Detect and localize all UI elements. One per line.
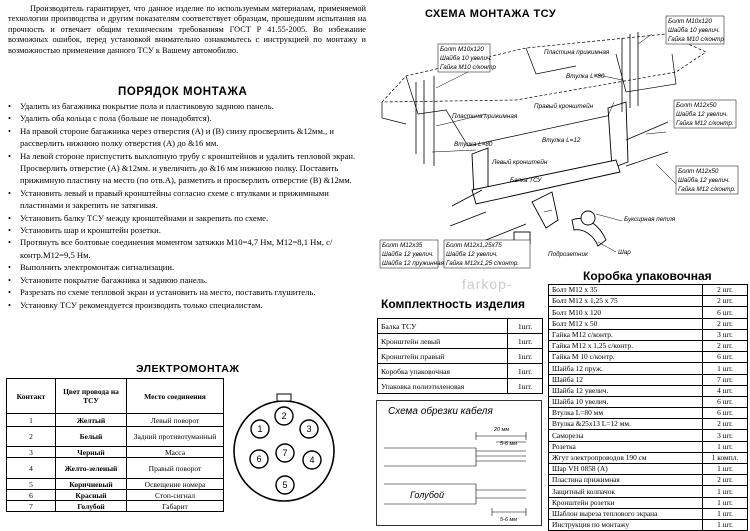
table-row [7,501,224,512]
table-row [549,285,748,296]
callout-label: Левый кронштейн [492,159,548,166]
table-row [549,419,748,430]
callout-label: Шар [618,249,631,256]
connection-point: Габарит [127,501,224,512]
right-bracket-shape [608,102,628,168]
hitch-parts [472,102,628,246]
electrical-title: ЭЛЕКТРОМОНТАЖ [136,363,240,375]
table-row [549,296,748,307]
step-item: • Установить левый и правый кронштейны согласно схеме с втулками и прижимными пластинами и закрепить не затягивая. [8,187,364,212]
box-item: Розетка [549,441,703,452]
kit-item: Кронштейн правый [378,349,508,364]
table-row [549,363,748,374]
callout-label: Болт М12х50 [676,102,717,109]
installation-diagram [376,14,748,286]
box-qty: 6 шт. [703,408,748,419]
scheme-title: СХЕМА МОНТАЖА ТСУ [425,8,557,20]
box-item: Шайба 10 увелич. [549,396,703,407]
table-row [549,452,748,463]
box-item: Болт М12 х 1,25 х 75 [549,296,703,307]
table-row [378,319,543,334]
wire-color-label: Голубой [410,490,444,500]
step-item: • Установите покрытие багажника и заднюю панель. [8,274,364,286]
callout-label: Шайба 12 увелич. [382,251,434,258]
table-row [7,490,224,501]
pin-label: 1 [257,424,263,434]
box-qty: 3 шт. [703,430,748,441]
box-qty: 2 шт. [703,475,748,486]
box-qty: 1 шт. [703,486,748,497]
table-row [549,441,748,452]
callout-label: Гайка М12 с/контр. [676,120,734,127]
box-item: Болт М12 х 35 [549,285,703,296]
box-qty: 4 шт. [703,385,748,396]
callout-label: Балка ТСУ [510,177,542,184]
connection-point: Правый поворот [127,458,224,479]
wire-color: Желто-зеленый [56,458,127,479]
table-row [7,458,224,479]
callout-label: Втулка L=80 [566,73,605,80]
box-qty: 2 шт. [703,419,748,430]
pin-label: 2 [281,411,287,421]
box-item: Шаблон выреза теплового экрана [549,508,703,519]
pin-label: 6 [256,454,262,464]
cable-cutting-diagram [376,400,542,526]
callout-label: Втулка L=80 [454,141,493,148]
box-title: Коробка упаковочная [583,269,712,283]
label-bolt-m12x50-right [674,100,736,128]
kit-qty: 1шт. [508,349,543,364]
table-row [378,379,543,394]
step-item: • Разрезать по схеме тепловой экран и установить на место, поставить глушитель. [8,286,364,298]
table-row [549,307,748,318]
table-row [378,334,543,349]
table-row [549,329,748,340]
dimension-label: 5-6 мм [500,441,518,447]
box-qty: 6 шт. [703,307,748,318]
step-item: • Выполнить электромонтаж сигнализации. [8,261,364,273]
box-qty: 6 шт. [703,396,748,407]
kit-item: Коробка упаковочная [378,364,508,379]
pin-number: 3 [7,447,56,458]
step-item: • Установить шар и кронштейн розетки. [8,224,364,236]
watermark: farkop- [462,276,513,292]
wire-color: Желтый [56,414,127,427]
callout-label: Пластина прижимная [544,49,610,56]
table-row [378,364,543,379]
pin-number: 5 [7,479,56,490]
callout-label: Болт М12х35 [382,242,423,249]
pin-number: 7 [7,501,56,512]
callout-label: Гайка М10 с/контр [440,64,496,71]
callout-label: Втулка L=12 [542,137,581,144]
pin-label: 4 [309,455,315,465]
callout-label: Шайба 10 увелич. [440,55,492,62]
socket-key [277,394,291,401]
step-item: • Установку ТСУ рекомендуется производить только специалистам. [8,299,364,311]
table-row [7,479,224,490]
box-qty: 2 шт. [703,318,748,329]
installation-order-title: ПОРЯДОК МОНТАЖА [118,86,248,98]
table-row [549,374,748,385]
table-row [378,349,543,364]
box-item: Болт М12 х 50 [549,318,703,329]
box-item: Гайка М 10 с/контр. [549,352,703,363]
table-row [549,340,748,351]
table-row [549,352,748,363]
table-header-row [7,379,224,414]
box-item: Жгут электропроводов 190 см [549,452,703,463]
callout-label: Пластина прижимная [452,113,518,120]
connection-point: Стоп-сигнал [127,490,224,501]
kit-qty: 1шт. [508,364,543,379]
box-item: Кронштейн розетки [549,497,703,508]
step-item: • Установить балку ТСУ между кронштейнами и закрепить по схеме. [8,212,364,224]
tow-loop-shape [532,192,558,228]
callout-label: Болт М12х50 [678,168,719,175]
callout-label: Буксирная петля [624,216,676,223]
label-bolt-m12x50-lower [676,166,738,194]
label-bolt-m12x125 [444,240,530,268]
table-row [7,427,224,447]
box-item: Шайба 12 пруж. [549,363,703,374]
kit-qty: 1шт. [508,379,543,394]
callout-label: Гайка М12 с/контр. [678,186,736,193]
table-row [549,430,748,441]
installation-steps-list [8,100,364,311]
kit-qty: 1шт. [508,319,543,334]
wire-color: Коричневый [56,479,127,490]
pin-label: 7 [282,448,288,458]
box-qty: 6 шт. [703,352,748,363]
table-row [549,519,748,530]
ball-shape [581,211,595,225]
step-item: • На правой стороне багажника через отверстия (А) и (В) снизу просверлить &12мм., и рассверлить нижнюю полку отверстия (А) до &16 мм. [8,125,364,150]
cable-panel-frame [377,401,542,526]
kit-qty: 1шт. [508,334,543,349]
table-row [7,414,224,427]
pin-number: 4 [7,458,56,479]
table-row [549,475,748,486]
step-item: • Протянуть все болтовые соединения моментом затяжки М10=4,7 Нм, М12=8,1 Нм, с/контр.М12=9,5 Нм. [8,236,364,261]
callout-label: Шайба 12 увелич. [678,177,730,184]
column-header: Цвет провода на ТСУ [56,379,127,414]
callout-label: Болт М10х120 [440,46,484,53]
callout-label: Подрозетник [548,251,588,258]
box-item: Шайба 12 увелич. [549,385,703,396]
table-row [549,464,748,475]
box-qty: 3 шт. [703,329,748,340]
box-item: Шайба 12 [549,374,703,385]
box-contents-table [548,284,748,531]
kit-table [377,318,543,394]
dimension-label: 5-6 мм [500,517,518,523]
box-item: Втулка &25х13 L=12 мм. [549,419,703,430]
socket-pinout-diagram [228,380,338,522]
callout-label: Шайба 12 пружинная [382,260,444,267]
callout-label: Болт М10х120 [668,18,712,25]
pin-label: 3 [306,424,312,434]
cable-title: Схема обрезки кабеля [388,406,493,417]
callout-label: Шайба 10 увелич. [668,27,720,34]
intro-paragraph: Производитель гарантирует, что данное изделие по используемым материалам, применяемой технологии производства и другим показателям соответствует образцам, прошедшим испытания на прочность и отвечает общим техническим требованиям ГОСТ Р 41.55-2005. Во избежание возможных ошибок, перед установкой внимательно ознакомьтесь с инструкцией по монтажу и возможностью применения данного ТСУ к Вашему автомобилю. [8,4,366,55]
box-qty: 2 шт. [703,296,748,307]
pin-number: 2 [7,427,56,447]
dimension-label: 20 мм [494,427,510,433]
label-bolt-m10-top-right [666,16,724,44]
box-qty: 1 шт. [703,519,748,530]
kit-item: Балка ТСУ [378,319,508,334]
box-qty: 2 шт. [703,340,748,351]
connection-point: Масса [127,447,224,458]
table-row [549,318,748,329]
wiring-table [6,378,224,512]
box-qty: 1 шт. [703,497,748,508]
callout-label: Гайка М10 с/контр [668,36,724,43]
callout-label: Гайка М12х1,25 с/контр. [446,260,520,267]
table-row [549,486,748,497]
box-item: Гайка М12 х 1,25 с/контр. [549,340,703,351]
wire-color: Черный [56,447,127,458]
label-bolt-m10-top-left [438,44,496,72]
box-qty: 1 шт. [703,363,748,374]
box-item: Саморезы [549,430,703,441]
connection-point: Освещение номера [127,479,224,490]
box-qty: 7 шт. [703,374,748,385]
table-row [549,385,748,396]
pin-number: 6 [7,490,56,501]
box-item: Гайка М12 с/контр. [549,329,703,340]
step-item: • На левой стороне приспустить выхлопную трубу с кронштейнов и удалить тепловой экран. Просверлить отверстие (А) &12мм. и увеличить до &16 мм нижнюю полку. Поставить прижимную пластину на место (по отв.А), разметить и просверлить отверстие (В) &12мм. [8,150,364,187]
box-qty: 1 компл. [703,452,748,463]
pin-number: 1 [7,414,56,427]
box-item: Втулка L=80 мм [549,408,703,419]
wire-color: Белый [56,427,127,447]
callout-label: Шайба 12 увелич. [676,111,728,118]
step-item: • Удалить оба кольца с пола (больше не понадобятся). [8,112,364,124]
table-row [549,497,748,508]
box-qty: 1 шт. [703,464,748,475]
box-item: Болт М10 х 120 [549,307,703,318]
box-item: Защитный колпачок [549,486,703,497]
table-row [7,447,224,458]
box-qty: 1 шт. [703,508,748,519]
kit-title: Комплектность изделия [381,297,525,311]
connection-point: Задний противотуманный [127,427,224,447]
box-qty: 2 шт. [703,285,748,296]
callout-label: Шайба 12 увелич. [446,251,498,258]
wire-color: Голубой [56,501,127,512]
column-header: Место соединения [127,379,224,414]
box-item: Шар VH 0858 (А) [549,464,703,475]
kit-item: Кронштейн левый [378,334,508,349]
box-item: Инструкция по монтажу [549,519,703,530]
step-item: • Удалить из багажника покрытие пола и пластиковую заднюю панель. [8,100,364,112]
table-row [549,408,748,419]
kit-item: Упаковка полиэтиленовая [378,379,508,394]
callout-label: Правый кронштейн [534,103,594,110]
label-bolt-m12x35 [380,240,445,268]
box-qty: 1 шт. [703,441,748,452]
callout-label: Болт М12х1,25х75 [446,242,502,249]
table-row [549,396,748,407]
connection-point: Левый поворот [127,414,224,427]
table-row [549,508,748,519]
column-header: Контакт [7,379,56,414]
wire-color: Красный [56,490,127,501]
pin-label: 5 [282,480,288,490]
box-item: Пластина прижимная [549,475,703,486]
